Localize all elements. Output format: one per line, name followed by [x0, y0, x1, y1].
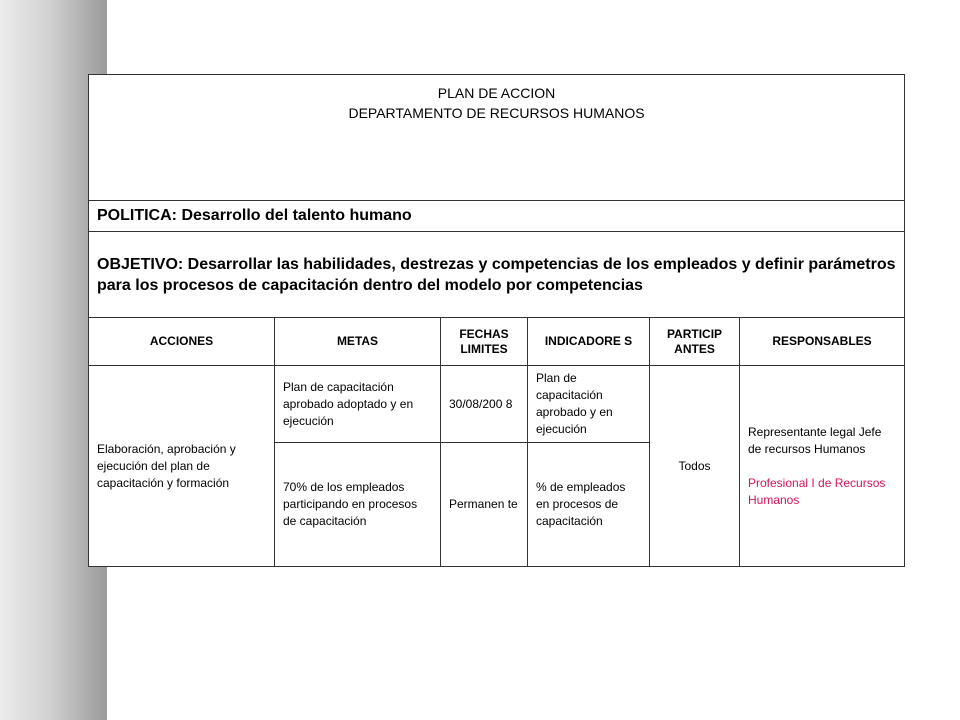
- header-metas: METAS: [275, 318, 441, 366]
- indicador-cell: % de empleados en procesos de capacitación: [528, 443, 650, 567]
- responsables-primary: Representante legal Jefe de recursos Humanos: [748, 424, 882, 456]
- indicador-cell: Plan de capacitación aprobado y en ejecución: [528, 366, 650, 443]
- header-participantes: PARTICIP ANTES: [650, 318, 740, 366]
- responsables-cell: [740, 366, 905, 567]
- title-cell: [89, 75, 905, 201]
- meta-cell: 70% de los empleados participando en procesos de capacitación: [275, 443, 441, 567]
- participantes-cell: Todos: [650, 366, 740, 567]
- fecha-cell: 30/08/200 8: [441, 366, 528, 443]
- fecha-cell: Permanen te: [441, 443, 528, 567]
- policy-text: POLITICA: Desarrollo del talento humano: [89, 201, 905, 232]
- header-indicadores: INDICADORE S: [528, 318, 650, 366]
- plan-title: PLAN DE ACCION: [437, 85, 556, 101]
- header-acciones: ACCIONES: [89, 318, 275, 366]
- accion-cell: Elaboración, aprobación y ejecución del plan de capacitación y formación: [89, 366, 275, 567]
- action-plan-table: [88, 74, 905, 567]
- objective-text: OBJETIVO: Desarrollar las habilidades, destrezas y competencias de los empleados y definir parámetros para los procesos de capacitación dentro del modelo por competencias: [89, 232, 905, 318]
- meta-cell: Plan de capacitación aprobado adoptado y en ejecución: [275, 366, 441, 443]
- header-responsables: RESPONSABLES: [740, 318, 905, 366]
- responsables-secondary: Profesional I de Recursos Humanos: [748, 475, 886, 507]
- header-fechas: FECHAS LIMITES: [441, 318, 528, 366]
- department-title: DEPARTAMENTO DE RECURSOS HUMANOS: [348, 105, 645, 121]
- table-row: [89, 366, 905, 443]
